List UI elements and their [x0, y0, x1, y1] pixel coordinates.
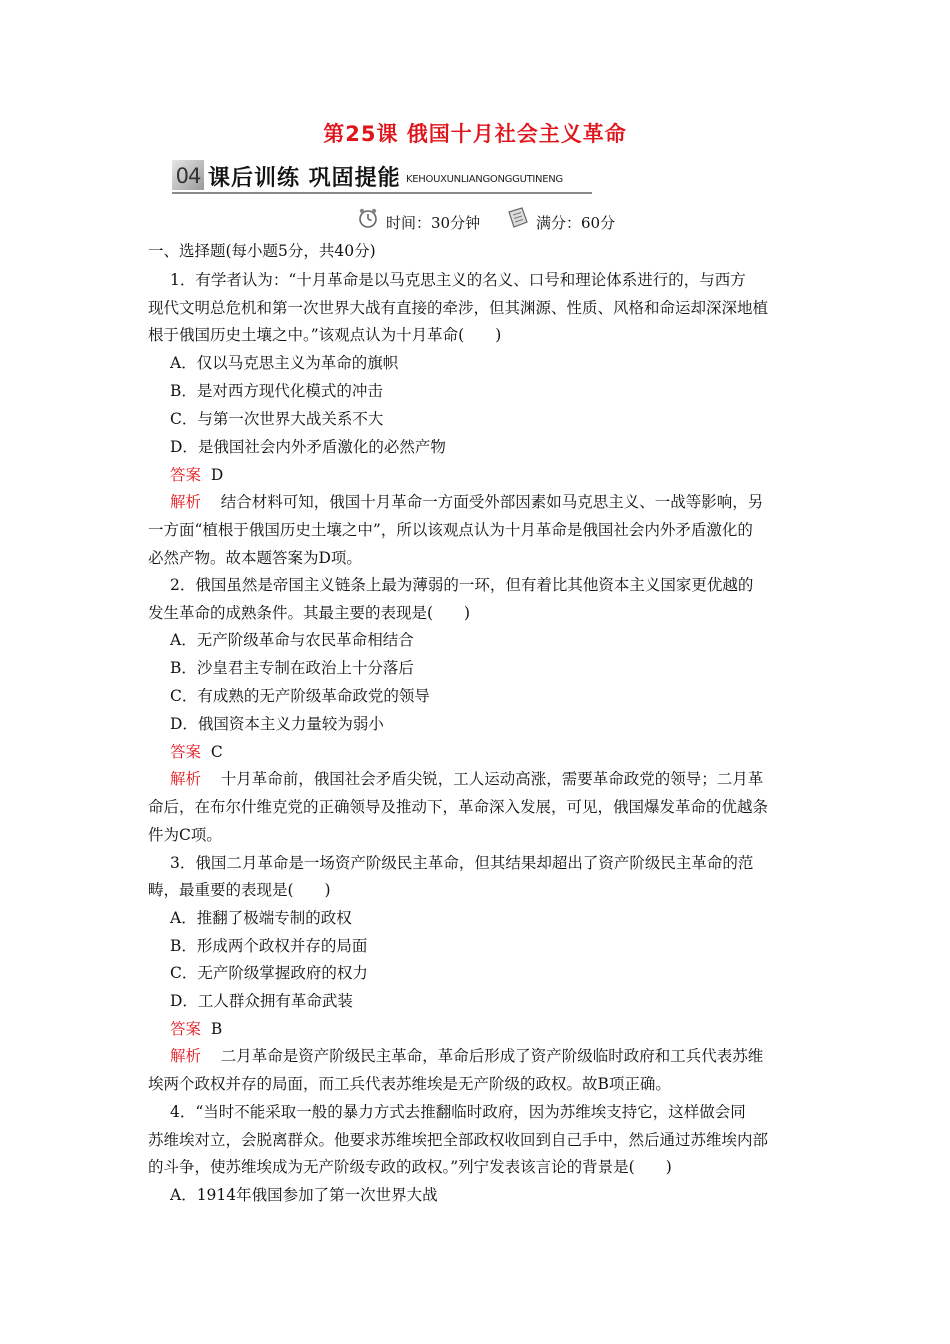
question-1-analysis-line: 一方面“植根于俄国历史土壤之中”，所以该观点认为十月革命是俄国社会内外矛盾激化的: [148, 521, 753, 539]
analysis-text: 结合材料可知，俄国十月革命一方面受外部因素如马克思主义、一战等影响，另: [220, 493, 764, 511]
banner-number: 04: [172, 160, 204, 190]
section-banner: [172, 160, 592, 194]
question-3-stem-line: 3．俄国二月革命是一场资产阶级民主革命，但其结果却超出了资产阶级民主革命的范: [170, 854, 754, 872]
question-1-stem-line: 根于俄国历史土壤之中。”该观点认为十月革命( ): [148, 326, 502, 344]
question-3-option-d: D．工人群众拥有革命武装: [170, 992, 353, 1010]
question-2-answer: [170, 742, 223, 762]
question-4-option-a: A．1914年俄国参加了第一次世界大战: [170, 1186, 438, 1204]
question-2-analysis-line: 命后，在布尔什维克党的正确领导及推动下，革命深入发展，可见，俄国爆发革命的优越条: [148, 798, 769, 816]
analysis-label: 解析: [170, 493, 202, 511]
question-3-analysis-line: [170, 1046, 763, 1066]
paper-icon: [506, 206, 530, 230]
analysis-label: 解析: [170, 770, 202, 788]
answer-label: 答案: [170, 743, 202, 761]
answer-value: D: [210, 466, 224, 484]
question-1-option-a: A．仅以马克思主义为革命的旗帜: [170, 354, 399, 372]
clock-icon: [356, 206, 380, 230]
answer-value: C: [210, 743, 223, 761]
question-1-stem-line: 1．有学者认为：“十月革命是以马克思主义的名义、口号和理论体系进行的，与西方: [170, 271, 746, 289]
question-1-option-c: C．与第一次世界大战关系不大: [170, 410, 384, 428]
question-2-stem-line: 发生革命的成熟条件。其最主要的表现是( ): [148, 604, 471, 622]
question-1-analysis-line: [170, 492, 763, 512]
section-heading: 一、选择题(每小题5分，共40分): [148, 242, 376, 260]
question-3-stem-line: 畴，最重要的表现是( ): [148, 881, 331, 899]
question-3-option-b: B．形成两个政权并存的局面: [170, 937, 368, 955]
analysis-label: 解析: [170, 1047, 202, 1065]
question-1-stem-line: 现代文明总危机和第一次世界大战有直接的牵涉，但其渊源、性质、风格和命运却深深地植: [148, 299, 769, 317]
question-4-stem-line: 4．“当时不能采取一般的暴力方式去推翻临时政府，因为苏维埃支持它，这样做会同: [170, 1103, 746, 1121]
question-1-option-d: D．是俄国社会内外矛盾激化的必然产物: [170, 438, 446, 456]
question-2-option-b: B．沙皇君主专制在政治上十分落后: [170, 659, 414, 677]
question-2-analysis-line: [170, 769, 763, 789]
question-4-stem-line: 苏维埃对立，会脱离群众。他要求苏维埃把全部政权收回到自己手中，然后通过苏维埃内部: [148, 1131, 769, 1149]
question-1-analysis-line: 必然产物。故本题答案为D项。: [148, 549, 362, 567]
question-3-option-a: A．推翻了极端专制的政权: [170, 909, 352, 927]
question-2-option-a: A．无产阶级革命与农民革命相结合: [170, 631, 414, 649]
question-2-option-c: C．有成熟的无产阶级革命政党的领导: [170, 687, 430, 705]
banner-title: 课后训练 巩固提能: [208, 166, 401, 191]
banner-pinyin: KEHOUXUNLIANGONGGUTINENG: [406, 174, 563, 185]
analysis-text: 二月革命是资产阶级民主革命，革命后形成了资产阶级临时政府和工兵代表苏维: [220, 1047, 764, 1065]
answer-label: 答案: [170, 466, 202, 484]
question-2-stem-line: 2．俄国虽然是帝国主义链条上最为薄弱的一环，但有着比其他资本主义国家更优越的: [170, 576, 754, 594]
question-3-analysis-line: 埃两个政权并存的局面，而工兵代表苏维埃是无产阶级的政权。故B项正确。: [148, 1075, 671, 1093]
lesson-title: 第25课 俄国十月社会主义革命: [323, 122, 627, 146]
question-2-option-d: D．俄国资本主义力量较为弱小: [170, 715, 384, 733]
answer-label: 答案: [170, 1020, 202, 1038]
question-2-analysis-line: 件为C项。: [148, 826, 222, 844]
question-1-option-b: B．是对西方现代化模式的冲击: [170, 382, 383, 400]
time-limit: 时间：30分钟: [386, 214, 481, 232]
question-1-answer: [170, 465, 223, 485]
question-4-stem-line: 的斗争，使苏维埃成为无产阶级专政的政权。”列宁发表该言论的背景是( ): [148, 1158, 672, 1176]
answer-value: B: [210, 1020, 223, 1038]
question-3-option-c: C．无产阶级掌握政府的权力: [170, 964, 368, 982]
analysis-text: 十月革命前，俄国社会矛盾尖锐，工人运动高涨，需要革命政党的领导；二月革: [220, 770, 764, 788]
full-score: 满分：60分: [536, 214, 616, 232]
banner-underline: [172, 192, 592, 194]
question-3-answer: [170, 1019, 222, 1039]
